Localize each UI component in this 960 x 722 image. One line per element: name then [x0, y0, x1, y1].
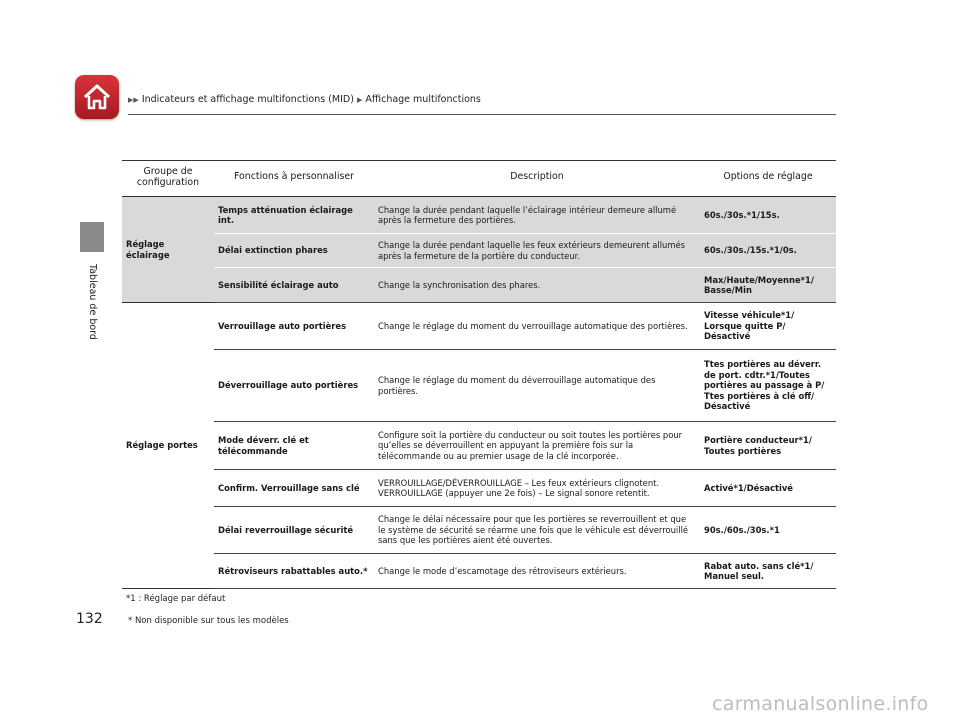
footnote-models: * Non disponible sur tous les modèles [128, 616, 289, 626]
function-cell: Confirm. Verrouillage sans clé [214, 470, 374, 507]
options-cell: Activé*1/Désactivé [700, 470, 836, 507]
table-row [122, 422, 836, 470]
table-row [122, 350, 836, 422]
description-cell: Change le réglage du moment du déverrouillage automatique des portières. [374, 350, 700, 422]
page-number: 132 [76, 611, 103, 627]
function-cell: Temps atténuation éclairage int. [214, 197, 374, 234]
description-cell: Change le délai nécessaire pour que les portières se reverrouillent et que le système de sécurité se réarme une fois que le véhicule est déverrouillé sans que les portières aient été ouvertes. [374, 507, 700, 554]
options-cell: Rabat auto. sans clé*1/ Manuel seul. [700, 554, 836, 589]
function-cell: Rétroviseurs rabattables auto.* [214, 554, 374, 589]
footnote-default: *1 : Réglage par défaut [126, 594, 226, 604]
description-cell: Change la durée pendant laquelle l’éclairage intérieur demeure allumé après la fermeture des portières. [374, 197, 700, 234]
table-row [122, 268, 836, 303]
description-cell: Change la synchronisation des phares. [374, 268, 700, 303]
section-tab[interactable] [80, 222, 104, 252]
description-cell: Change le réglage du moment du verrouillage automatique des portières. [374, 303, 700, 350]
description-cell: Change le mode d’escamotage des rétroviseurs extérieurs. [374, 554, 700, 589]
options-cell: Vitesse véhicule*1/ Lorsque quitte P/ Désactivé [700, 303, 836, 350]
options-cell: Max/Haute/Moyenne*1/ Basse/Min [700, 268, 836, 303]
settings-table [122, 160, 836, 589]
options-cell: 60s./30s.*1/15s. [700, 197, 836, 234]
table-row [122, 197, 836, 234]
section-label: Tableau de bord [87, 264, 98, 340]
breadcrumb-arrow-icon: ▶ [356, 96, 363, 104]
function-cell: Délai extinction phares [214, 234, 374, 268]
breadcrumb-arrow-icon: ▶▶ [128, 96, 139, 104]
header-group: Groupe de configuration [122, 161, 214, 197]
group-lighting: Réglage éclairage [122, 197, 214, 303]
table-row [122, 554, 836, 589]
function-cell: Délai reverrouillage sécurité [214, 507, 374, 554]
function-cell: Verrouillage auto portières [214, 303, 374, 350]
breadcrumb-current: Affichage multifonctions [365, 94, 481, 105]
group-doors: Réglage portes [122, 303, 214, 589]
header-divider [128, 114, 836, 115]
description-cell: Configure soit la portière du conducteur ou soit toutes les portières pour qu’elles se déverrouillent en appuyant la première fois sur la télécommande ou au premier usage de la clé incorporée. [374, 422, 700, 470]
breadcrumb [128, 94, 481, 105]
function-cell: Déverrouillage auto portières [214, 350, 374, 422]
table-row [122, 507, 836, 554]
options-cell: Ttes portières au déverr. de port. cdtr.*1/Toutes portières au passage à P/ Ttes portières à clé off/ Désactivé [700, 350, 836, 422]
table-row [122, 470, 836, 507]
header-description: Description [374, 161, 700, 197]
home-button[interactable] [75, 75, 119, 119]
table-row [122, 234, 836, 268]
options-cell: Portière conducteur*1/ Toutes portières [700, 422, 836, 470]
header-function: Fonctions à personnaliser [214, 161, 374, 197]
options-cell: 60s./30s./15s.*1/0s. [700, 234, 836, 268]
header-options: Options de réglage [700, 161, 836, 197]
description-cell: VERROUILLAGE/DÉVERROUILLAGE – Les feux extérieurs clignotent. VERROUILLAGE (appuyer une 2e fois) – Le signal sonore retentit. [374, 470, 700, 507]
description-cell: Change la durée pendant laquelle les feux extérieurs demeurent allumés après la fermeture de la portière du conducteur. [374, 234, 700, 268]
options-cell: 90s./60s./30s.*1 [700, 507, 836, 554]
breadcrumb-link-mid[interactable]: Indicateurs et affichage multifonctions (MID) [141, 94, 354, 105]
function-cell: Sensibilité éclairage auto [214, 268, 374, 303]
table-row [122, 303, 836, 350]
watermark: carmanualsonline.info [712, 693, 929, 715]
function-cell: Mode déverr. clé et télécommande [214, 422, 374, 470]
table-header-row [122, 161, 836, 197]
home-icon [82, 82, 112, 112]
